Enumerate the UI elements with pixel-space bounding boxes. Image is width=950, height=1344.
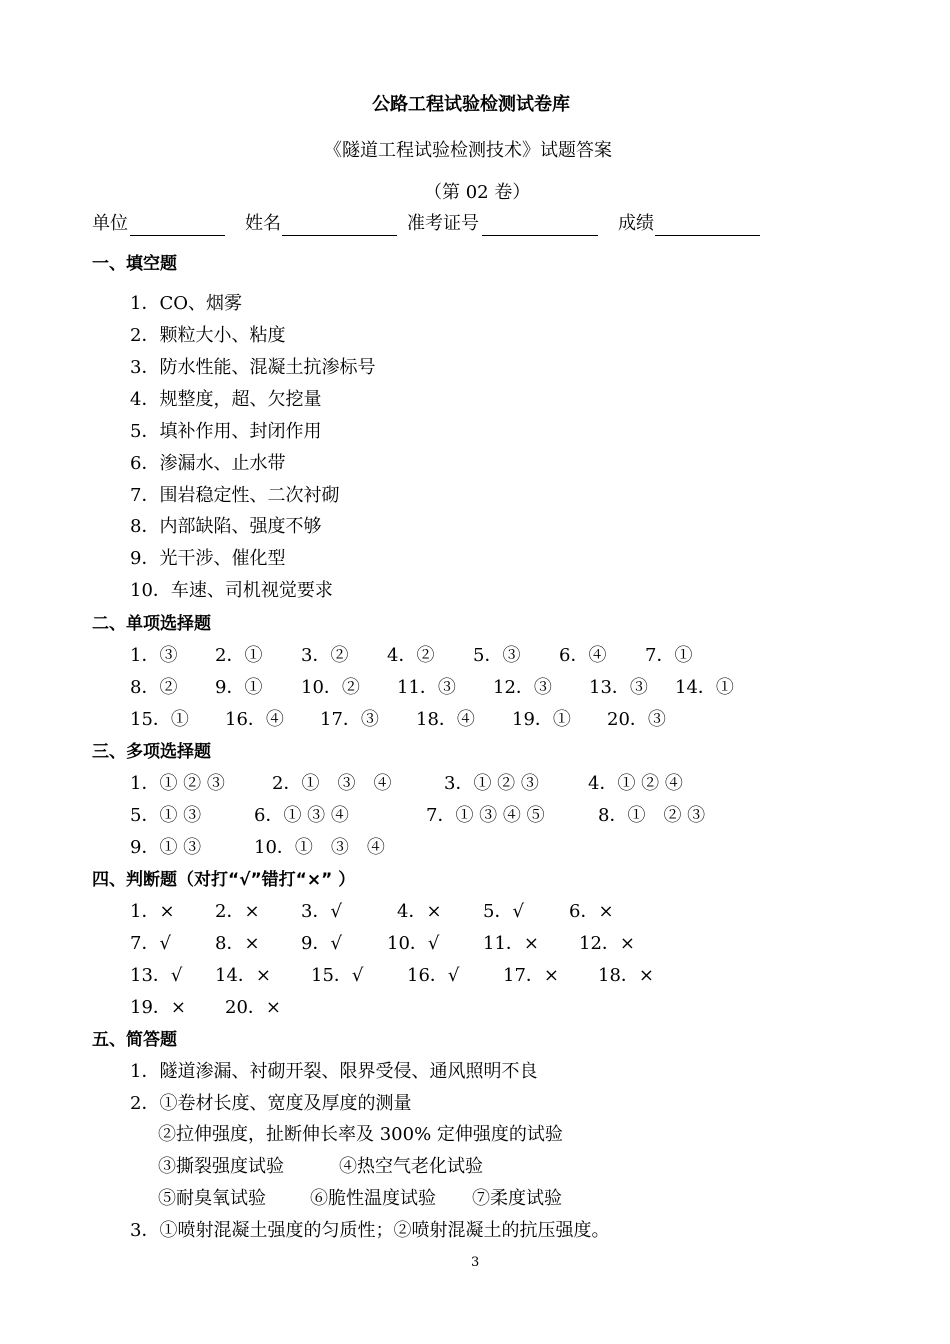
judgment-answer: 16．√	[407, 965, 460, 986]
single-choice-answer: 11．③	[397, 677, 456, 698]
exam-id-label: 准考证号	[407, 213, 479, 234]
judgment-answer: 15．√	[311, 965, 364, 986]
single-choice-answer: 16．④	[225, 709, 284, 730]
judgment-answer: 18．×	[598, 965, 654, 986]
page-number: 3	[471, 1255, 480, 1270]
judgment-answer: 12．×	[579, 933, 635, 954]
multi-choice-answer: 4．① ② ④	[588, 773, 683, 794]
fill-blank-item: 3．防水性能、混凝土抗渗标号	[130, 357, 376, 378]
exam-id-blank	[482, 235, 598, 236]
judgment-answer: 4．×	[397, 901, 442, 922]
multi-choice-answer: 3．① ② ③	[444, 773, 539, 794]
fill-blank-item: 8．内部缺陷、强度不够	[130, 516, 322, 537]
judgment-answer: 8．×	[215, 933, 260, 954]
judgment-answer: 19．×	[130, 997, 186, 1018]
short-answer-q2-line: 2．①卷材长度、宽度及厚度的测量	[130, 1093, 412, 1114]
judgment-answer: 1．×	[130, 901, 175, 922]
fill-blank-item: 9．光干涉、催化型	[130, 548, 286, 569]
fill-blank-item: 6．渗漏水、止水带	[130, 453, 286, 474]
single-choice-answer: 7．①	[645, 645, 693, 666]
judgment-answer: 17．×	[503, 965, 559, 986]
single-choice-answer: 12．③	[493, 677, 552, 698]
judgment-answer: 13．√	[130, 965, 183, 986]
short-answer-q2-item: ⑥脆性温度试验	[310, 1188, 436, 1209]
judgment-answer: 10．√	[387, 933, 440, 954]
library-title: 公路工程试验检测试卷库	[372, 94, 570, 115]
paper-title: 《隧道工程试验检测技术》试题答案	[324, 140, 612, 161]
single-choice-answer: 18．④	[416, 709, 475, 730]
judgment-answer: 20．×	[225, 997, 281, 1018]
short-answer-q2-item: ④热空气老化试验	[339, 1156, 483, 1177]
single-choice-answer: 6．④	[559, 645, 607, 666]
unit-blank	[130, 235, 225, 236]
single-choice-answer: 9．①	[215, 677, 263, 698]
score-label: 成绩	[618, 213, 654, 234]
volume-label: （第 02 卷）	[424, 182, 531, 203]
name-label: 姓名	[245, 213, 281, 234]
multi-choice-answer: 10．① ③ ④	[254, 837, 385, 858]
judgment-answer: 3．√	[301, 901, 342, 922]
score-blank	[655, 235, 760, 236]
multi-choice-answer: 9．① ③	[130, 837, 202, 858]
multi-choice-answer: 5．① ③	[130, 805, 202, 826]
judgment-answer: 9．√	[301, 933, 342, 954]
multi-choice-answer: 1．① ② ③	[130, 773, 225, 794]
single-choice-answer: 2．①	[215, 645, 263, 666]
short-answer-q2-line: ②拉伸强度，扯断伸长率及 300% 定伸强度的试验	[158, 1124, 563, 1145]
short-answer-q2-item: ⑤耐臭氧试验	[158, 1188, 266, 1209]
single-choice-answer: 5．③	[473, 645, 521, 666]
judgment-answer: 5．√	[483, 901, 524, 922]
fill-blank-item: 10．车速、司机视觉要求	[130, 580, 333, 601]
single-choice-answer: 20．③	[607, 709, 666, 730]
short-answer-q2-item: ③撕裂强度试验	[158, 1156, 284, 1177]
short-answer-q2-item: ⑦柔度试验	[472, 1188, 562, 1209]
single-choice-answer: 1．③	[130, 645, 178, 666]
name-blank	[282, 235, 397, 236]
fill-blank-item: 5．填补作用、封闭作用	[130, 421, 322, 442]
single-choice-answer: 19．①	[512, 709, 571, 730]
single-choice-answer: 8．②	[130, 677, 178, 698]
multi-choice-answer: 8．① ② ③	[598, 805, 706, 826]
single-choice-answer: 14．①	[675, 677, 734, 698]
fill-blank-item: 4．规整度，超、欠挖量	[130, 389, 322, 410]
multi-choice-heading: 三、多项选择题	[92, 742, 211, 762]
judgment-heading: 四、判断题（对打“√”错打“×” ）	[92, 870, 356, 890]
single-choice-answer: 15．①	[130, 709, 189, 730]
multi-choice-answer: 2．① ③ ④	[272, 773, 392, 794]
single-choice-answer: 3．②	[301, 645, 349, 666]
multi-choice-answer: 7．① ③ ④ ⑤	[426, 805, 545, 826]
short-answer-heading: 五、简答题	[92, 1030, 177, 1050]
single-choice-answer: 13．③	[589, 677, 648, 698]
single-choice-heading: 二、单项选择题	[92, 614, 211, 634]
multi-choice-answer: 6．① ③ ④	[254, 805, 349, 826]
fill-blank-item: 1．CO、烟雾	[130, 293, 242, 314]
single-choice-answer: 10．②	[301, 677, 360, 698]
fill-blank-item: 2．颗粒大小、粘度	[130, 325, 286, 346]
short-answer-q3: 3．①喷射混凝土强度的匀质性；②喷射混凝土的抗压强度。	[130, 1220, 610, 1241]
short-answer-q1: 1．隧道渗漏、衬砌开裂、限界受侵、通风照明不良	[130, 1061, 538, 1082]
judgment-answer: 2．×	[215, 901, 260, 922]
judgment-answer: 7．√	[130, 933, 171, 954]
fill-blank-item: 7．围岩稳定性、二次衬砌	[130, 485, 340, 506]
judgment-answer: 14．×	[215, 965, 271, 986]
single-choice-answer: 4．②	[387, 645, 435, 666]
fill-blank-heading: 一、填空题	[92, 254, 177, 274]
judgment-answer: 6．×	[569, 901, 614, 922]
single-choice-answer: 17．③	[320, 709, 379, 730]
unit-label: 单位	[92, 213, 128, 234]
judgment-answer: 11．×	[483, 933, 539, 954]
